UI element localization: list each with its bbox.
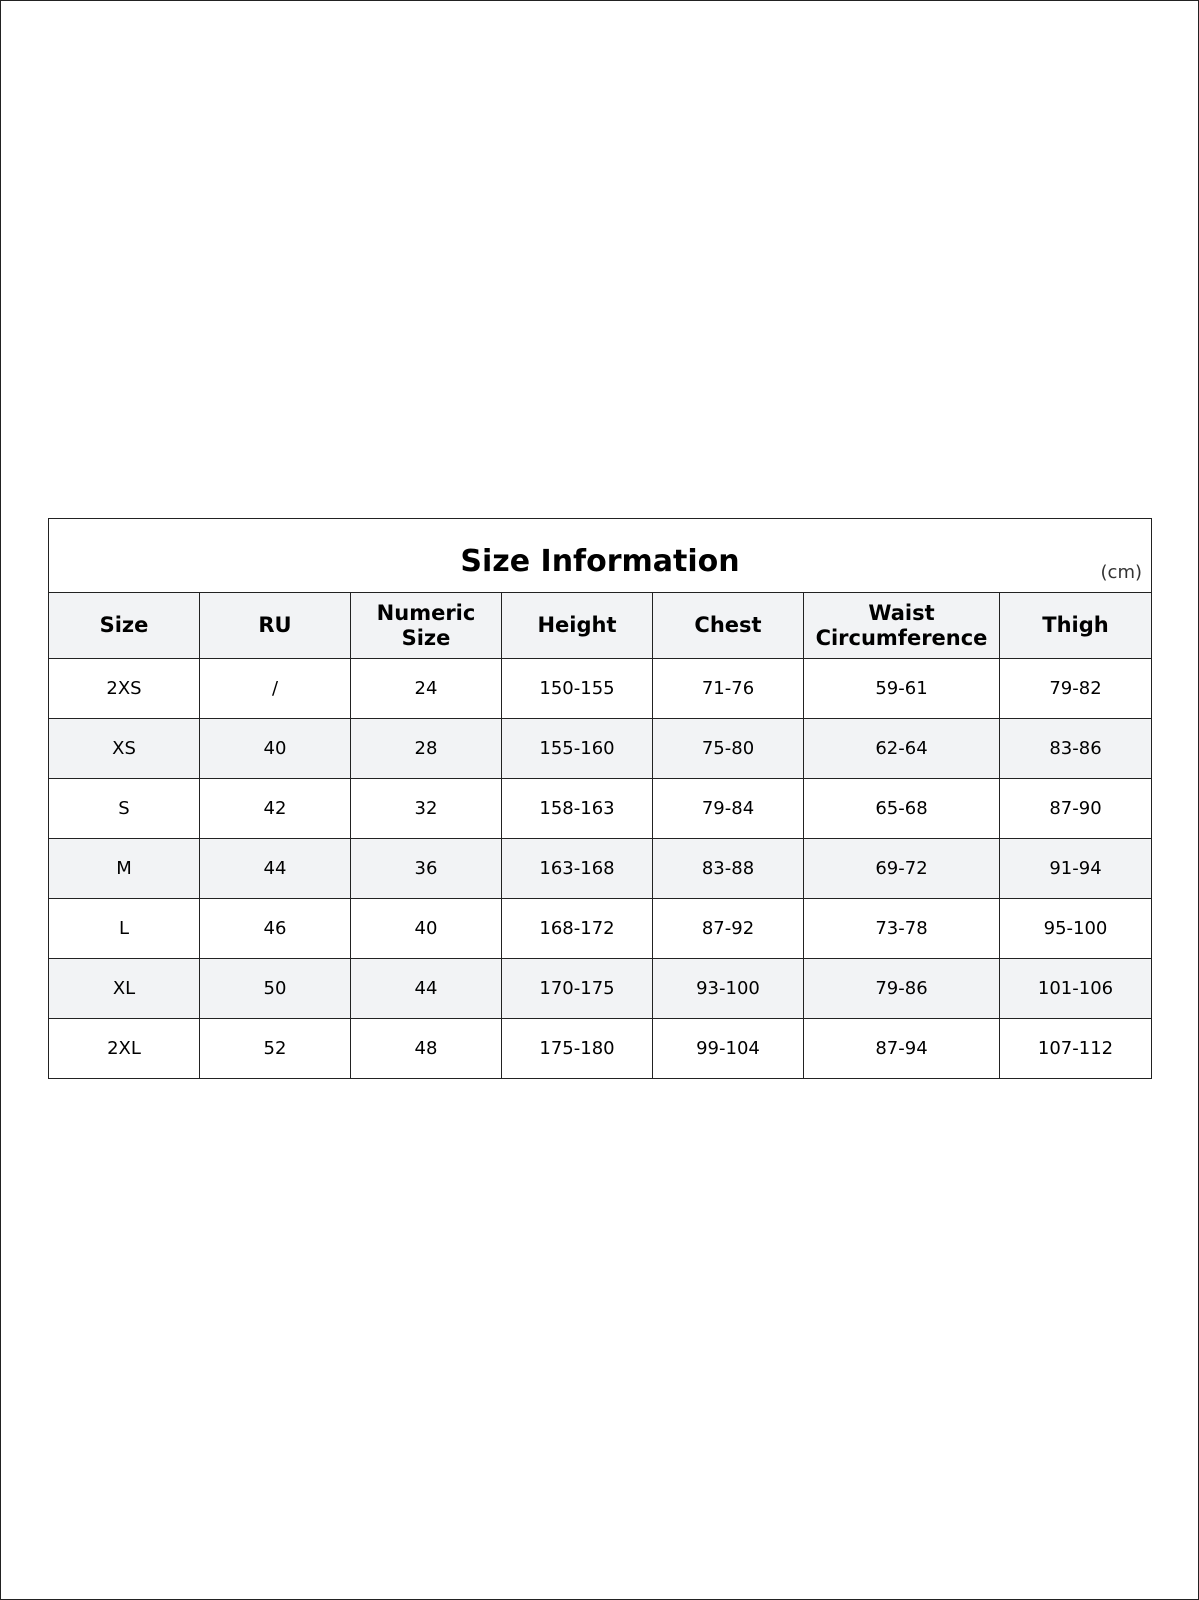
- cell-thigh: 79-82: [1000, 659, 1152, 719]
- cell-waist-circumference: 62-64: [804, 719, 1000, 779]
- cell-thigh: 101-106: [1000, 959, 1152, 1019]
- cell-numeric-size: 40: [351, 899, 502, 959]
- title-cell: [49, 519, 1152, 593]
- cell-waist-circumference: 73-78: [804, 899, 1000, 959]
- table-row: [49, 659, 1152, 719]
- cell-height: 168-172: [502, 899, 653, 959]
- cell-thigh: 95-100: [1000, 899, 1152, 959]
- cell-waist-circumference: 69-72: [804, 839, 1000, 899]
- cell-height: 163-168: [502, 839, 653, 899]
- cell-numeric-size: 48: [351, 1019, 502, 1079]
- cell-chest: 71-76: [653, 659, 804, 719]
- cell-chest: 93-100: [653, 959, 804, 1019]
- cell-thigh: 91-94: [1000, 839, 1152, 899]
- column-header-chest: Chest: [653, 593, 804, 659]
- cell-size: XS: [49, 719, 200, 779]
- cell-chest: 99-104: [653, 1019, 804, 1079]
- cell-size: M: [49, 839, 200, 899]
- table-title: Size Information: [460, 544, 740, 579]
- cell-size: 2XL: [49, 1019, 200, 1079]
- cell-numeric-size: 24: [351, 659, 502, 719]
- cell-chest: 79-84: [653, 779, 804, 839]
- unit-label: (cm): [1100, 562, 1143, 583]
- cell-size: S: [49, 779, 200, 839]
- table-body: [49, 659, 1152, 1079]
- cell-ru: 42: [200, 779, 351, 839]
- size-table: [48, 518, 1152, 1079]
- cell-numeric-size: 44: [351, 959, 502, 1019]
- cell-ru: 50: [200, 959, 351, 1019]
- table-row: [49, 779, 1152, 839]
- cell-waist-circumference: 59-61: [804, 659, 1000, 719]
- cell-size: L: [49, 899, 200, 959]
- cell-height: 175-180: [502, 1019, 653, 1079]
- cell-height: 158-163: [502, 779, 653, 839]
- header-row: [49, 593, 1152, 659]
- column-header-thigh: Thigh: [1000, 593, 1152, 659]
- column-header-numeric-size: Numeric Size: [351, 593, 502, 659]
- column-header-size: Size: [49, 593, 200, 659]
- cell-ru: 44: [200, 839, 351, 899]
- cell-chest: 87-92: [653, 899, 804, 959]
- cell-waist-circumference: 87-94: [804, 1019, 1000, 1079]
- cell-thigh: 107-112: [1000, 1019, 1152, 1079]
- cell-ru: 52: [200, 1019, 351, 1079]
- table-row: [49, 719, 1152, 779]
- cell-numeric-size: 36: [351, 839, 502, 899]
- cell-numeric-size: 32: [351, 779, 502, 839]
- cell-numeric-size: 28: [351, 719, 502, 779]
- cell-ru: /: [200, 659, 351, 719]
- table-row: [49, 1019, 1152, 1079]
- cell-ru: 40: [200, 719, 351, 779]
- title-row: [49, 519, 1152, 593]
- cell-waist-circumference: 65-68: [804, 779, 1000, 839]
- table-row: [49, 959, 1152, 1019]
- cell-height: 170-175: [502, 959, 653, 1019]
- cell-thigh: 83-86: [1000, 719, 1152, 779]
- column-header-ru: RU: [200, 593, 351, 659]
- cell-ru: 46: [200, 899, 351, 959]
- cell-height: 150-155: [502, 659, 653, 719]
- cell-size: XL: [49, 959, 200, 1019]
- column-header-height: Height: [502, 593, 653, 659]
- column-header-waist-circumference: Waist Circumference: [804, 593, 1000, 659]
- table-row: [49, 899, 1152, 959]
- cell-chest: 83-88: [653, 839, 804, 899]
- table-row: [49, 839, 1152, 899]
- cell-chest: 75-80: [653, 719, 804, 779]
- cell-size: 2XS: [49, 659, 200, 719]
- cell-thigh: 87-90: [1000, 779, 1152, 839]
- cell-height: 155-160: [502, 719, 653, 779]
- cell-waist-circumference: 79-86: [804, 959, 1000, 1019]
